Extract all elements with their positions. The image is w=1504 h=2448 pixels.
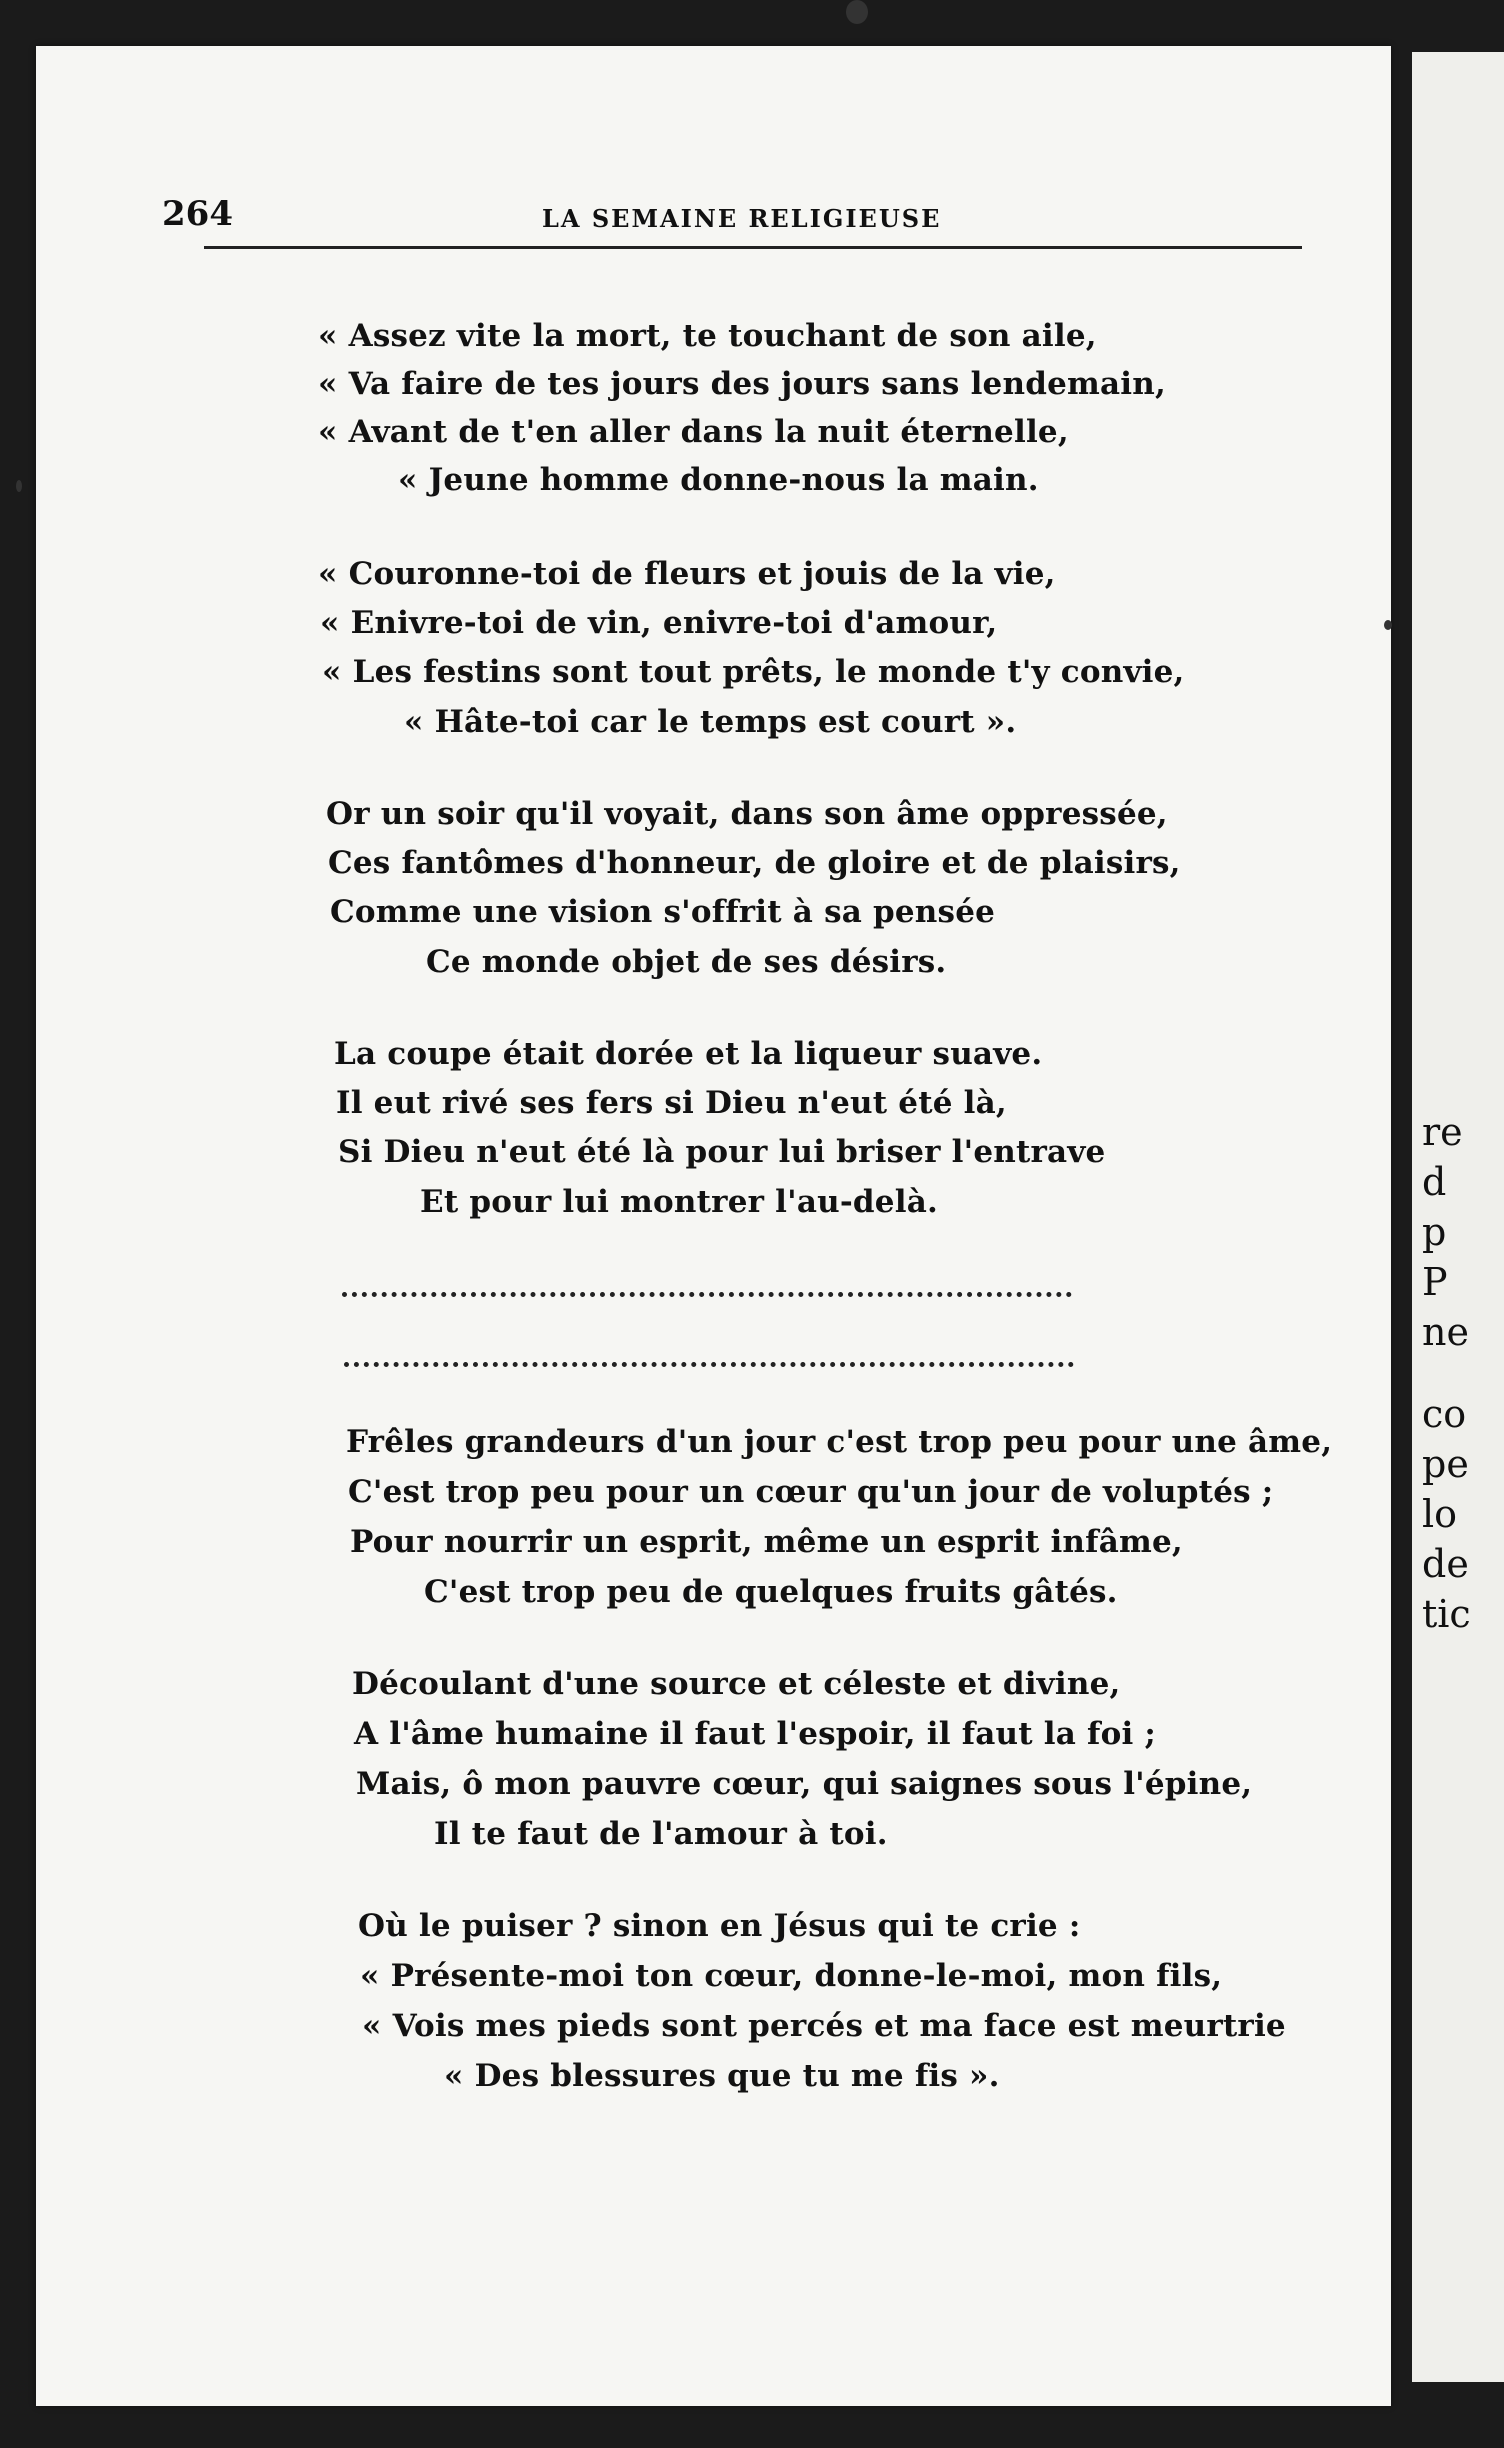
poem-line: Or un soir qu'il voyait, dans son âme oppressée, <box>326 796 1168 832</box>
poem-line: « Enivre-toi de vin, enivre-toi d'amour, <box>320 605 998 641</box>
poem-line: C'est trop peu pour un cœur qu'un jour de voluptés ; <box>348 1474 1274 1510</box>
poem-line: « Couronne-toi de fleurs et jouis de la vie, <box>318 556 1056 592</box>
poem-line: Où le puiser ? sinon en Jésus qui te crie : <box>358 1908 1081 1944</box>
page-number: 264 <box>162 194 233 234</box>
dust-speck <box>16 480 22 492</box>
dust-speck <box>1384 620 1392 630</box>
poem-line: Frêles grandeurs d'un jour c'est trop peu pour une âme, <box>346 1424 1333 1460</box>
poem-line: « Des blessures que tu me fis ». <box>444 2058 1000 2094</box>
poem-line: Il te faut de l'amour à toi. <box>434 1816 888 1852</box>
poem-line: « Hâte-toi car le temps est court ». <box>404 704 1017 740</box>
poem-line: « Présente-moi ton cœur, donne-le-moi, mon fils, <box>360 1958 1223 1994</box>
poem-line: La coupe était dorée et la liqueur suave. <box>334 1036 1043 1072</box>
poem-line: Ces fantômes d'honneur, de gloire et de plaisirs, <box>328 845 1181 881</box>
poem-line: Ce monde objet de ses désirs. <box>426 944 947 980</box>
poem-line: « Vois mes pieds sont percés et ma face est meurtrie <box>362 2008 1286 2044</box>
fragment-text: ne <box>1422 1310 1469 1354</box>
fragment-text: d <box>1422 1160 1447 1204</box>
poem-line: « Assez vite la mort, te touchant de son aile, <box>318 318 1097 354</box>
dust-speck <box>846 0 868 24</box>
fragment-text: P <box>1422 1260 1448 1304</box>
fragment-text: de <box>1422 1542 1469 1586</box>
poem-line: C'est trop peu de quelques fruits gâtés. <box>424 1574 1118 1610</box>
fragment-text: lo <box>1422 1492 1458 1536</box>
poem-line: Et pour lui montrer l'au-delà. <box>420 1184 938 1220</box>
poem-line: Découlant d'une source et céleste et divine, <box>352 1666 1121 1702</box>
fragment-text: tic <box>1422 1592 1471 1636</box>
fragment-text: re <box>1422 1110 1463 1154</box>
fragment-text: pe <box>1422 1442 1469 1486</box>
running-title: LA SEMAINE RELIGIEUSE <box>542 204 942 233</box>
poem-line: A l'âme humaine il faut l'espoir, il faut la foi ; <box>354 1716 1157 1752</box>
poem-line: Comme une vision s'offrit à sa pensée <box>330 894 996 930</box>
poem-line: « Les festins sont tout prêts, le monde t'y convie, <box>322 654 1185 690</box>
poem-line: « Jeune homme donne-nous la main. <box>398 462 1039 498</box>
poem-line: Pour nourrir un esprit, même un esprit infâme, <box>350 1524 1183 1560</box>
fragment-text: p <box>1422 1210 1447 1254</box>
fragment-text: co <box>1422 1392 1467 1436</box>
poem-line: « Avant de t'en aller dans la nuit éternelle, <box>318 414 1069 450</box>
poem-line: Si Dieu n'eut été là pour lui briser l'entrave <box>338 1134 1106 1170</box>
poem-line: Il eut rivé ses fers si Dieu n'eut été là, <box>336 1085 1007 1121</box>
poem-line: Mais, ô mon pauvre cœur, qui saignes sous l'épine, <box>356 1766 1253 1802</box>
poem-line: « Va faire de tes jours des jours sans lendemain, <box>318 366 1166 402</box>
